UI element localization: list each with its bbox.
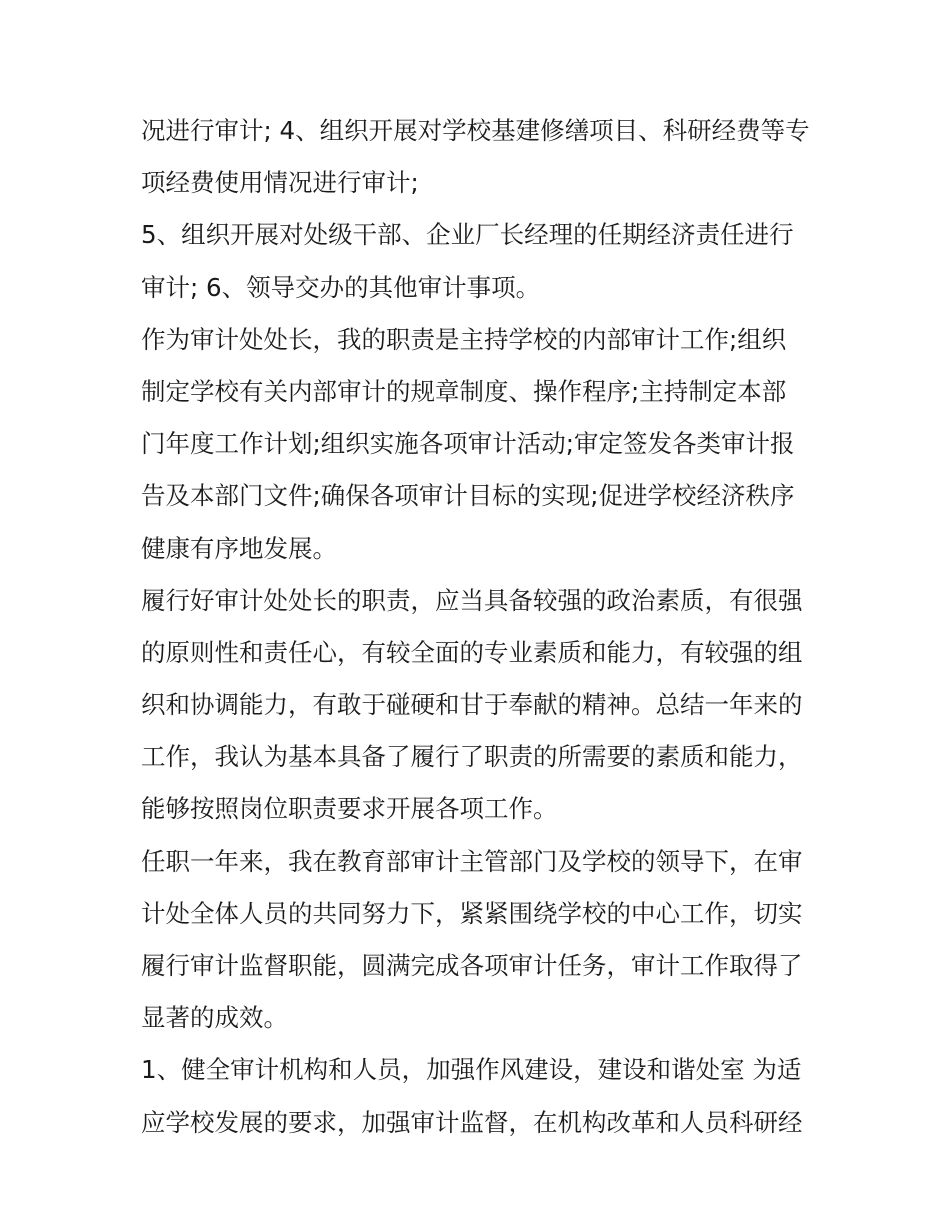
- text-line: 计处全体人员的共同努力下，紧紧围绕学校的中心工作，切实: [141, 898, 803, 928]
- text-line: 任职一年来，我在教育部审计主管部门及学校的领导下，在审: [141, 846, 803, 876]
- text-line: 织和协调能力，有敢于碰硬和甘于奉献的精神。总结一年来的: [141, 690, 803, 720]
- document-body: [141, 105, 831, 1149]
- text-line: 1、健全审计机构和人员，加强作风建设，建设和谐处室 为适: [141, 1055, 802, 1085]
- text-line: 显著的成效。: [141, 1003, 288, 1033]
- text-line: 工作，我认为基本具备了履行了职责的所需要的素质和能力，: [141, 742, 803, 772]
- text-line: 履行审计监督职能，圆满完成各项审计任务，审计工作取得了: [141, 951, 803, 980]
- text-line: 履行好审计处处长的职责，应当具备较强的政治素质，有很强: [141, 585, 803, 615]
- text-line: 作为审计处处长，我的职责是主持学校的内部审计工作;组织: [141, 324, 787, 354]
- text-line: 的原则性和责任心，有较全面的专业素质和能力，有较强的组: [141, 637, 803, 667]
- text-line: 5、组织开展对处级干部、企业厂长经理的任期经济责任进行: [141, 220, 794, 250]
- text-line: 项经费使用情况进行审计;: [141, 168, 419, 198]
- text-line: 应学校发展的要求，加强审计监督，在机构改革和人员科研经: [141, 1107, 803, 1137]
- text-line: 制定学校有关内部审计的规章制度、操作程序;主持制定本部: [141, 376, 787, 406]
- text-line: 能够按照岗位职责要求开展各项工作。: [141, 794, 558, 824]
- text-line: 告及本部门文件;确保各项审计目标的实现;促进学校经济秩序: [141, 481, 795, 511]
- text-line: 健康有序地发展。: [141, 533, 337, 563]
- text-line: 况进行审计; 4、组织开展对学校基建修缮项目、科研经费等专: [141, 116, 810, 145]
- text-line: 门年度工作计划;组织实施各项审计活动;审定签发各类审计报: [141, 429, 795, 459]
- text-line: 审计; 6、领导交办的其他审计事项。: [141, 272, 541, 302]
